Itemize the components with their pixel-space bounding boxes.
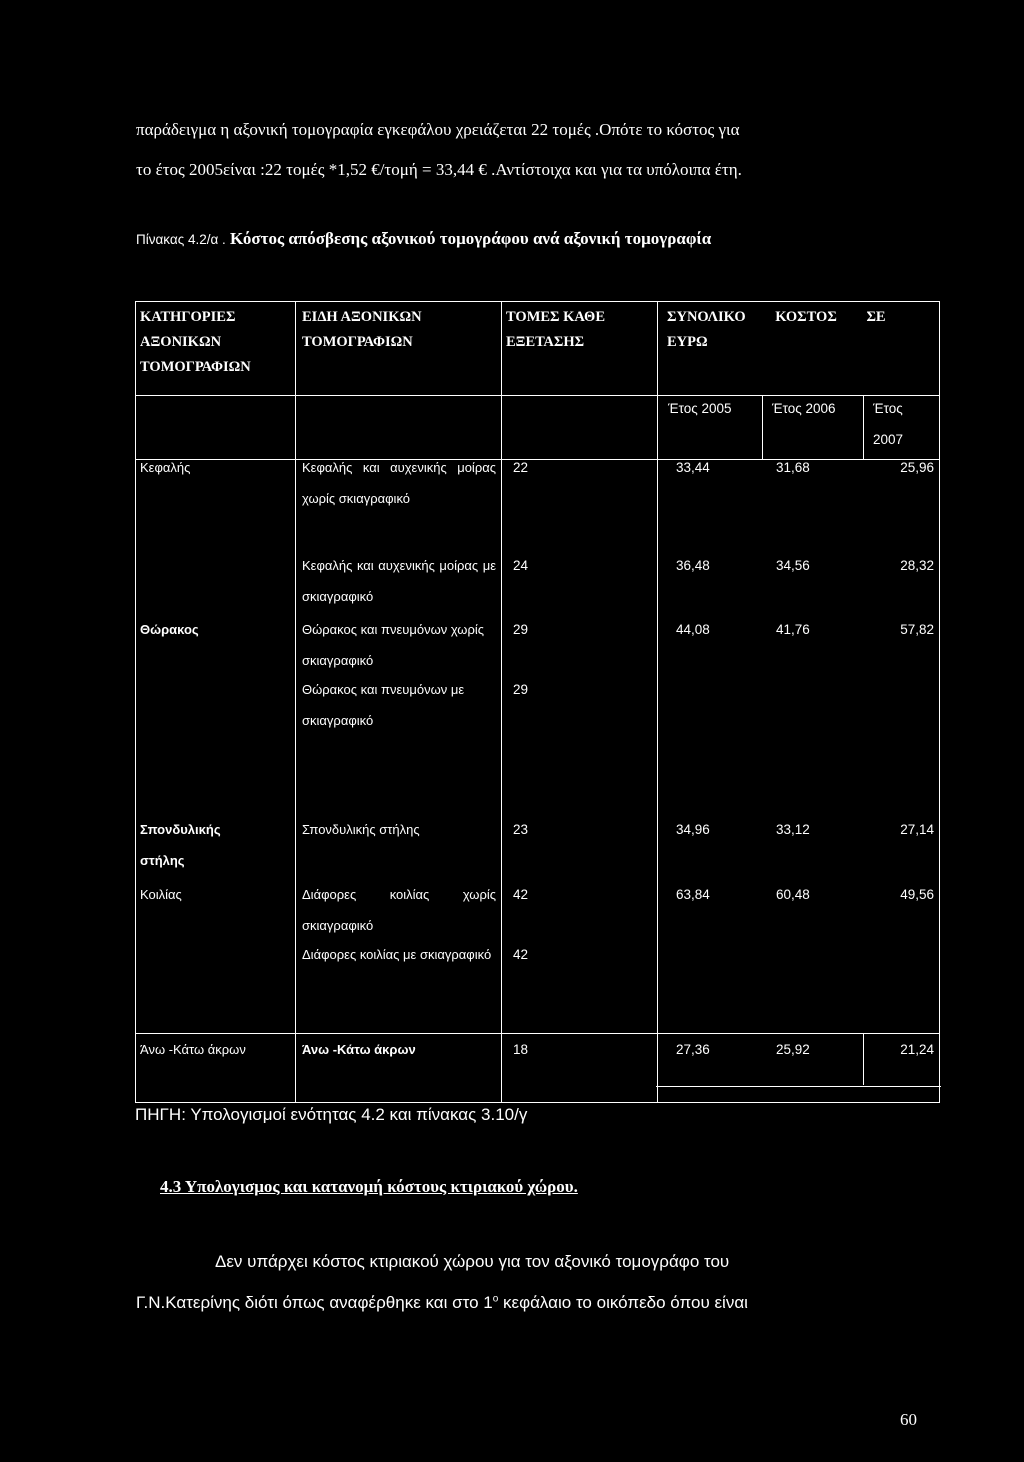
cost-2006-cell: 25,92 xyxy=(776,1042,810,1057)
slices-cell: 42 xyxy=(513,947,529,962)
year-2006: Έτος 2006 xyxy=(772,401,836,416)
cost-2007-cell: 27,14 xyxy=(900,822,934,837)
slices-cell: 23 xyxy=(513,822,529,837)
cost-2005-cell: 44,08 xyxy=(676,622,710,637)
cost-2005-cell: 63,84 xyxy=(676,887,710,902)
type-cell: Διάφορες κοιλίας χωρίς σκιαγραφικό xyxy=(302,887,496,933)
cost-2007-cell: 21,24 xyxy=(900,1042,934,1057)
cost-2006-cell: 33,12 xyxy=(776,822,810,837)
type-cell: Σπονδυλικής στήλης xyxy=(302,822,420,837)
body-line-2: Γ.Ν.Κατερίνης διότι όπως αναφέρθηκε και στο $1^o$ κεφάλαιο το οικόπεδο όπου είναι xyxy=(136,1293,748,1312)
cost-2005-cell: 33,44 xyxy=(676,460,710,475)
cost-table xyxy=(135,301,940,1103)
type-cell: Θώρακος και πνευμόνων χωρίς σκιαγραφικό xyxy=(302,622,485,668)
cost-2007-cell: 49,56 xyxy=(900,887,934,902)
body-line-1: Δεν υπάρχει κόστος κτιριακού χώρου για τον αξονικό τομογράφο του xyxy=(215,1252,730,1271)
year-divider xyxy=(762,396,763,460)
slices-cell: 29 xyxy=(513,682,529,697)
category-head: Κεφαλής xyxy=(140,460,191,475)
category-chest: Θώρακος xyxy=(140,622,199,637)
cost-2007-cell: 57,82 xyxy=(900,622,934,637)
table-caption xyxy=(136,229,711,249)
cost-2006-cell: 41,76 xyxy=(776,622,810,637)
cost-2006-cell: 60,48 xyxy=(776,887,810,902)
year-divider xyxy=(863,1033,864,1085)
type-cell: Κεφαλής και αυχενικής μοίρας χωρίς σκιαγραφικό xyxy=(302,460,496,506)
type-cell: Θώρακος και πνευμόνων με σκιαγραφικό xyxy=(302,682,465,728)
category-spine: Σπονδυλικής στήλης xyxy=(140,822,221,868)
type-cell: Άνω -Κάτω άκρων xyxy=(302,1042,416,1057)
cost-2007-cell: 25,96 xyxy=(900,460,934,475)
slices-cell: 18 xyxy=(513,1042,529,1057)
category-limbs: Άνω -Κάτω άκρων xyxy=(140,1042,246,1057)
page-number: 60 xyxy=(900,1410,917,1429)
row-divider xyxy=(656,1086,941,1087)
col-divider xyxy=(657,302,658,1102)
type-cell: Κεφαλής και αυχενικής μοίρας με σκιαγραφικό xyxy=(302,558,496,604)
slices-cell: 29 xyxy=(513,622,529,637)
cost-2005-cell: 27,36 xyxy=(676,1042,710,1057)
intro-line-2: το έτος 2005είναι :22 τομές *1,52 €/τομή = 33,44 € .Αντίστοιχα και για τα υπόλοιπα έτη. xyxy=(136,160,742,179)
cost-2006-cell: 31,68 xyxy=(776,460,810,475)
category-abdomen: Κοιλίας xyxy=(140,887,182,902)
slices-cell: 22 xyxy=(513,460,529,475)
cost-2005-cell: 34,96 xyxy=(676,822,710,837)
section-heading: 4.3 Υπολογισμος και κατανομή κόστους κτιριακού χώρου. xyxy=(160,1177,578,1196)
year-2005: Έτος 2005 xyxy=(668,401,732,416)
col-divider xyxy=(295,302,296,1102)
cost-2006-cell: 34,56 xyxy=(776,558,810,573)
year-divider xyxy=(863,396,864,460)
cost-2005-cell: 36,48 xyxy=(676,558,710,573)
type-cell: Διάφορες κοιλίας με σκιαγραφικό xyxy=(302,947,492,962)
intro-line-1: παράδειγμα η αξονική τομογραφία εγκεφάλου χρειάζεται 22 τομές .Οπότε το κόστος για xyxy=(136,120,740,139)
slices-cell: 42 xyxy=(513,887,529,902)
header-categories: ΚΑΤΗΓΟΡΙΕΣ ΑΞΟΝΙΚΩΝ ΤΟΜΟΓΡΑΦΙΩΝ xyxy=(140,309,251,375)
year-2007: Έτος 2007 xyxy=(873,401,904,447)
table-caption-title: Κόστος απόσβεσης αξονικού τομογράφου ανά αξονική τομογραφία xyxy=(230,229,712,248)
slices-cell: 24 xyxy=(513,558,529,573)
table-source: ΠΗΓΗ: Υπολογισμοί ενότητας 4.2 και πίνακας 3.10/γ xyxy=(135,1105,528,1124)
header-slices: ΤΟΜΕΣ ΚΑΘΕ ΕΞΕΤΑΣΗΣ xyxy=(506,309,606,350)
header-total-cost: ΣΥΝΟΛΙΚΟ ΚΟΣΤΟΣ ΣΕ ΕΥΡΩ xyxy=(667,309,886,350)
col-divider xyxy=(501,302,502,1102)
header-types: ΕΙΔΗ ΑΞΟΝΙΚΩΝ ΤΟΜΟΓΡΑΦΙΩΝ xyxy=(302,309,422,350)
table-caption-number: Πίνακας 4.2/α . xyxy=(136,232,226,247)
row-divider xyxy=(136,459,939,460)
cost-2007-cell: 28,32 xyxy=(900,558,934,573)
